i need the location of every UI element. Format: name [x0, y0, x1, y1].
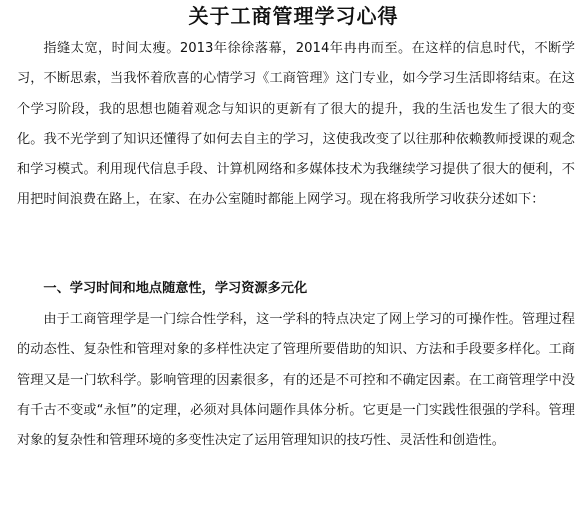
intro-paragraph: 指缝太宽，时间太瘦。2013年徐徐落幕，2014年冉冉而至。在这样的信息时代，不断学习，不断思索，当我怀着欣喜的心情学习《工商管理》这门专业，如今学习生活即将结束。在这个学习阶段，我的思想也随着观念与知识的更新有了很大的提升，我的生活也发生了很大的变化。我不光学到了知识还懂得了如何去自主的学习，这使我改变了以往那种依赖教师授课的观念和学习模式。利用现代信息手段、计算机网络和多媒体技术为我继续学习提供了很大的便利，不用把时间浪费在路上，在家、在办公室随时都能上网学习。现在将我所学习收获分述如下： — [17, 41, 575, 208]
section-heading: 一、学习时间和地点随意性，学习资源多元化 — [43, 281, 308, 296]
document-title: 关于工商管理学习心得 — [188, 4, 399, 28]
section-paragraph: 由于工商管理学是一门综合性学科，这一学科的特点决定了网上学习的可操作性。管理过程的动态性、复杂性和管理对象的多样性决定了管理所要借助的知识、方法和手段要多样化。工商管理又是一门软科学。影响管理的因素很多，有的还是不可控和不确定因素。在工商管理学中没有千古不变或“永恒”的定理，必须对具体问题作具体分析。它更是一门实践性很强的学科。管理对象的复杂性和管理环境的多变性决定了运用管理知识的技巧性、灵活性和创造性。 — [17, 312, 575, 449]
